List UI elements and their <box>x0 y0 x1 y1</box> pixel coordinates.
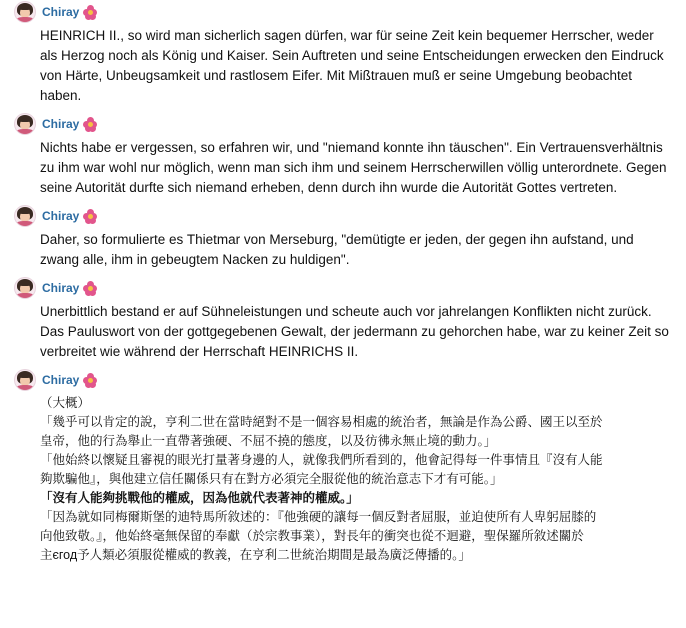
translation-line: 向他致敬。』，他始終毫無保留的奉獻（於宗教事業），對長年的衝突也從不迴避，聖保羅所敘述關於 <box>40 529 584 543</box>
translation-line: 「因為就如同梅爾斯堡的迪特馬所敘述的：『他強硬的讓每一個反對者屈服，並迫使所有人卑躬屈膝的 <box>40 510 597 524</box>
username[interactable]: Chiray <box>42 5 80 19</box>
flower-badge-icon <box>83 209 97 223</box>
user-avatar-icon[interactable] <box>14 277 36 299</box>
post-text: HEINRICH II., so wird man sicherlich sagen dürfen, war für seine Zeit kein bequemer Herrscher, weder als Herzog noch als König und Kaiser. Sein Auftreten und seine Entscheidungen erwecken den Eindruck von Härte, Unbeugsamkeit und rastlosem Eifer. Mit Mißtrauen muß er seine Umgebung beobachtet haben. <box>40 28 664 103</box>
post-4 <box>0 276 686 362</box>
user-avatar-icon[interactable] <box>14 369 36 391</box>
post-body <box>14 138 680 198</box>
post-2 <box>0 112 686 198</box>
post-body <box>14 230 680 270</box>
username[interactable]: Chiray <box>42 373 80 387</box>
post-3 <box>0 204 686 270</box>
translation-line-emphasis: 「沒有人能夠挑戰他的權威，因為他就代表著神的權威。」 <box>40 491 359 505</box>
post-5 <box>0 368 686 565</box>
post-header <box>14 112 680 136</box>
post-header <box>14 368 680 392</box>
username[interactable]: Chiray <box>42 281 80 295</box>
translation-line: 主єгод予人類必須服從權威的教義，在亨利二世統治期間是最為廣泛傳播的。」 <box>40 548 471 562</box>
post-body <box>14 302 680 362</box>
username[interactable]: Chiray <box>42 209 80 223</box>
username[interactable]: Chiray <box>42 117 80 131</box>
translation-line: 夠欺騙他』，與他建立信任關係只有在對方必須完全服從他的統治意志下才有可能。」 <box>40 472 503 486</box>
post-body <box>14 26 680 106</box>
flower-badge-icon <box>83 281 97 295</box>
post-body-translation <box>14 394 680 565</box>
flower-badge-icon <box>83 5 97 19</box>
user-avatar-icon[interactable] <box>14 1 36 23</box>
translation-line: （大概） <box>40 396 91 410</box>
post-text: Nichts habe er vergessen, so erfahren wir, und "niemand konnte ihn täuschen". Ein Vertrauensverhältnis zu ihm war wohl nur möglich, wenn man sich ihm und seinem Herrscherwillen völlig unterordnete. Gegen seine Autorität durfte sich niemand erheben, denn durch ihn wurde die Autorität Gottes vertreten. <box>40 140 667 195</box>
post-header <box>14 0 680 24</box>
post-header <box>14 276 680 300</box>
post-text: Unerbittlich bestand er auf Sühneleistungen und scheute auch vor jahrelangen Konflikten nicht zurück. Das Pauluswort von der gottgegebenen Gewalt, der jedermann zu gehorchen habe, war zu keiner Zeit so verbreitet wie während der Herrschaft HEINRICHS II. <box>40 304 669 359</box>
flower-badge-icon <box>83 373 97 387</box>
translation-line: 「幾乎可以肯定的說，亨利二世在當時絕對不是一個容易相處的統治者，無論是作為公爵、國王以至於 <box>40 415 603 429</box>
post-header <box>14 204 680 228</box>
post-1 <box>0 0 686 106</box>
translation-line: 「他始終以懷疑且審視的眼光打量著身邊的人，就像我們所看到的，他會記得每一件事情且『沒有人能 <box>40 453 603 467</box>
post-text: Daher, so formulierte es Thietmar von Merseburg, "demütigte er jeden, der gegen ihn aufstand, und zwang alle, ihm in gebeugtem Nacken zu huldigen". <box>40 232 634 267</box>
user-avatar-icon[interactable] <box>14 205 36 227</box>
user-avatar-icon[interactable] <box>14 113 36 135</box>
translation-line: 皇帝，他的行為舉止一直帶著強硬、不屈不撓的態度，以及彷彿永無止境的動力。」 <box>40 434 497 448</box>
flower-badge-icon <box>83 117 97 131</box>
